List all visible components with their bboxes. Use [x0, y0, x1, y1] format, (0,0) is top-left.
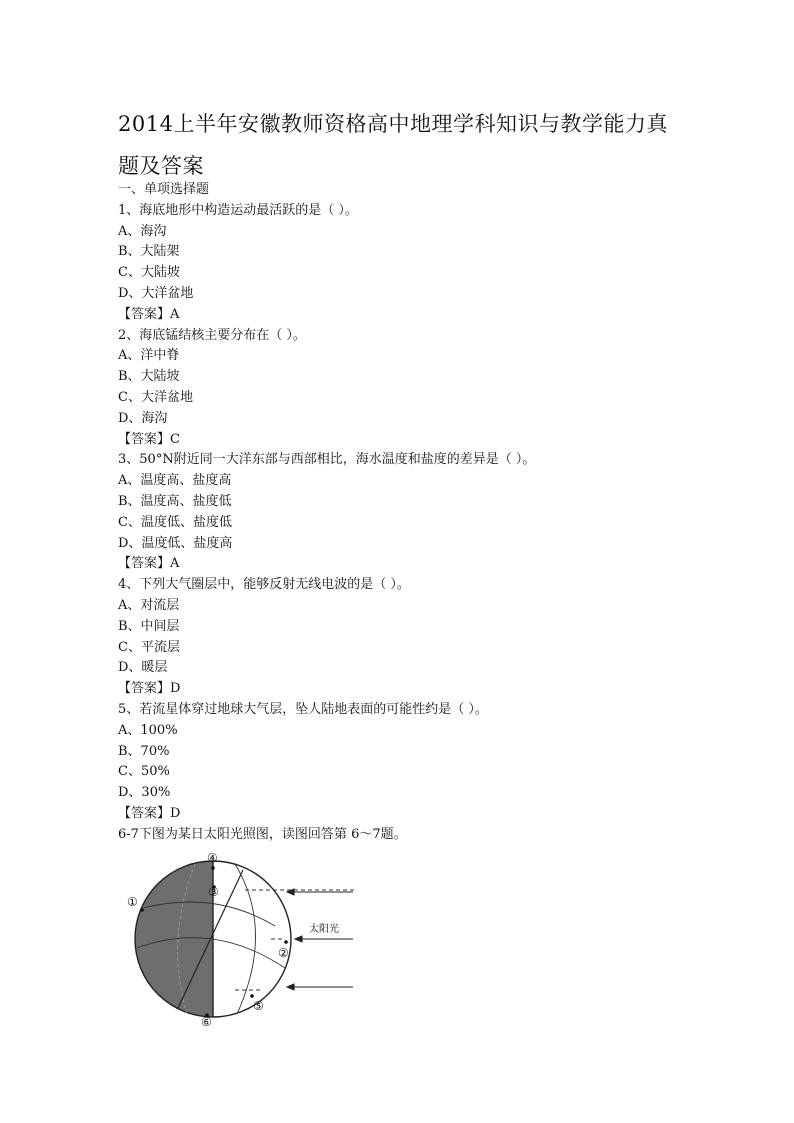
question-2-stem: 2、海底锰结核主要分布在（ ）。 [118, 327, 306, 343]
question-3-answer: 【答案】A [118, 556, 180, 572]
question-5-stem: 5、若流星体穿过地球大气层，坠人陆地表面的可能性约是（ ）。 [118, 701, 488, 717]
question-4-stem: 4、下列大气圈层中，能够反射无线电波的是（ ）。 [118, 577, 410, 593]
question-4-option-b: B、中间层 [118, 618, 180, 634]
question-1-option-b: B、大陆架 [118, 244, 180, 260]
point-label-2: ② [278, 946, 289, 960]
point-label-4: ④ [207, 851, 218, 865]
section-heading: 一、单项选择题 [118, 182, 210, 197]
question-2-option-b: B、大陆坡 [118, 369, 180, 385]
question-2-option-a: A、洋中脊 [118, 348, 180, 364]
question-4-option-c: C、平流层 [118, 639, 180, 655]
question-1-option-c: C、大陆坡 [118, 265, 180, 281]
question-5-answer: 【答案】D [118, 805, 181, 821]
question-list [118, 180, 718, 846]
question-1-answer: 【答案】A [118, 306, 180, 322]
point-label-3: ③ [208, 885, 219, 899]
sunlight-diagram [125, 850, 355, 1026]
figure-intro: 6-7下图为某日太阳光照图，读图回答第 6～7题。 [118, 826, 407, 842]
question-4-answer: 【答案】D [118, 681, 181, 697]
question-3-option-b: B、温度高、盐度低 [118, 493, 232, 509]
meridian-curve [235, 864, 256, 1014]
question-4-option-d: D、暖层 [118, 660, 168, 676]
question-5-option-c: C、50% [118, 764, 170, 780]
question-3-stem: 3、50°N附近同一大洋东部与西部相比，海水温度和盐度的差异是（ ）。 [118, 452, 536, 468]
point-label-1: ① [127, 895, 138, 909]
question-1-option-d: D、大洋盆地 [118, 285, 194, 301]
question-1-option-a: A、海沟 [118, 223, 167, 239]
question-3-option-d: D、温度低、盐度高 [118, 535, 233, 551]
point-label-5: ⑤ [253, 999, 264, 1013]
question-2-option-d: D、海沟 [118, 410, 168, 426]
question-1-stem: 1、海底地形中构造运动最活跃的是（ ）。 [118, 202, 358, 218]
point-label-6: ⑥ [201, 1015, 212, 1026]
question-5-option-b: B、70% [118, 743, 170, 759]
question-3-option-c: C、温度低、盐度低 [118, 514, 232, 530]
question-2-answer: 【答案】C [118, 431, 180, 447]
question-5-option-d: D、30% [118, 785, 171, 801]
question-5-option-a: A、100% [118, 722, 178, 738]
question-3-option-a: A、温度高、盐度高 [118, 473, 232, 489]
question-2-option-c: C、大洋盆地 [118, 389, 193, 405]
question-4-option-a: A、对流层 [118, 597, 180, 613]
page-title: 2014上半年安徽教师资格高中地理学科知识与教学能力真题及答案 [118, 112, 668, 178]
sunlight-label: 太阳光 [309, 924, 339, 935]
sunlight-arrows [287, 889, 353, 990]
